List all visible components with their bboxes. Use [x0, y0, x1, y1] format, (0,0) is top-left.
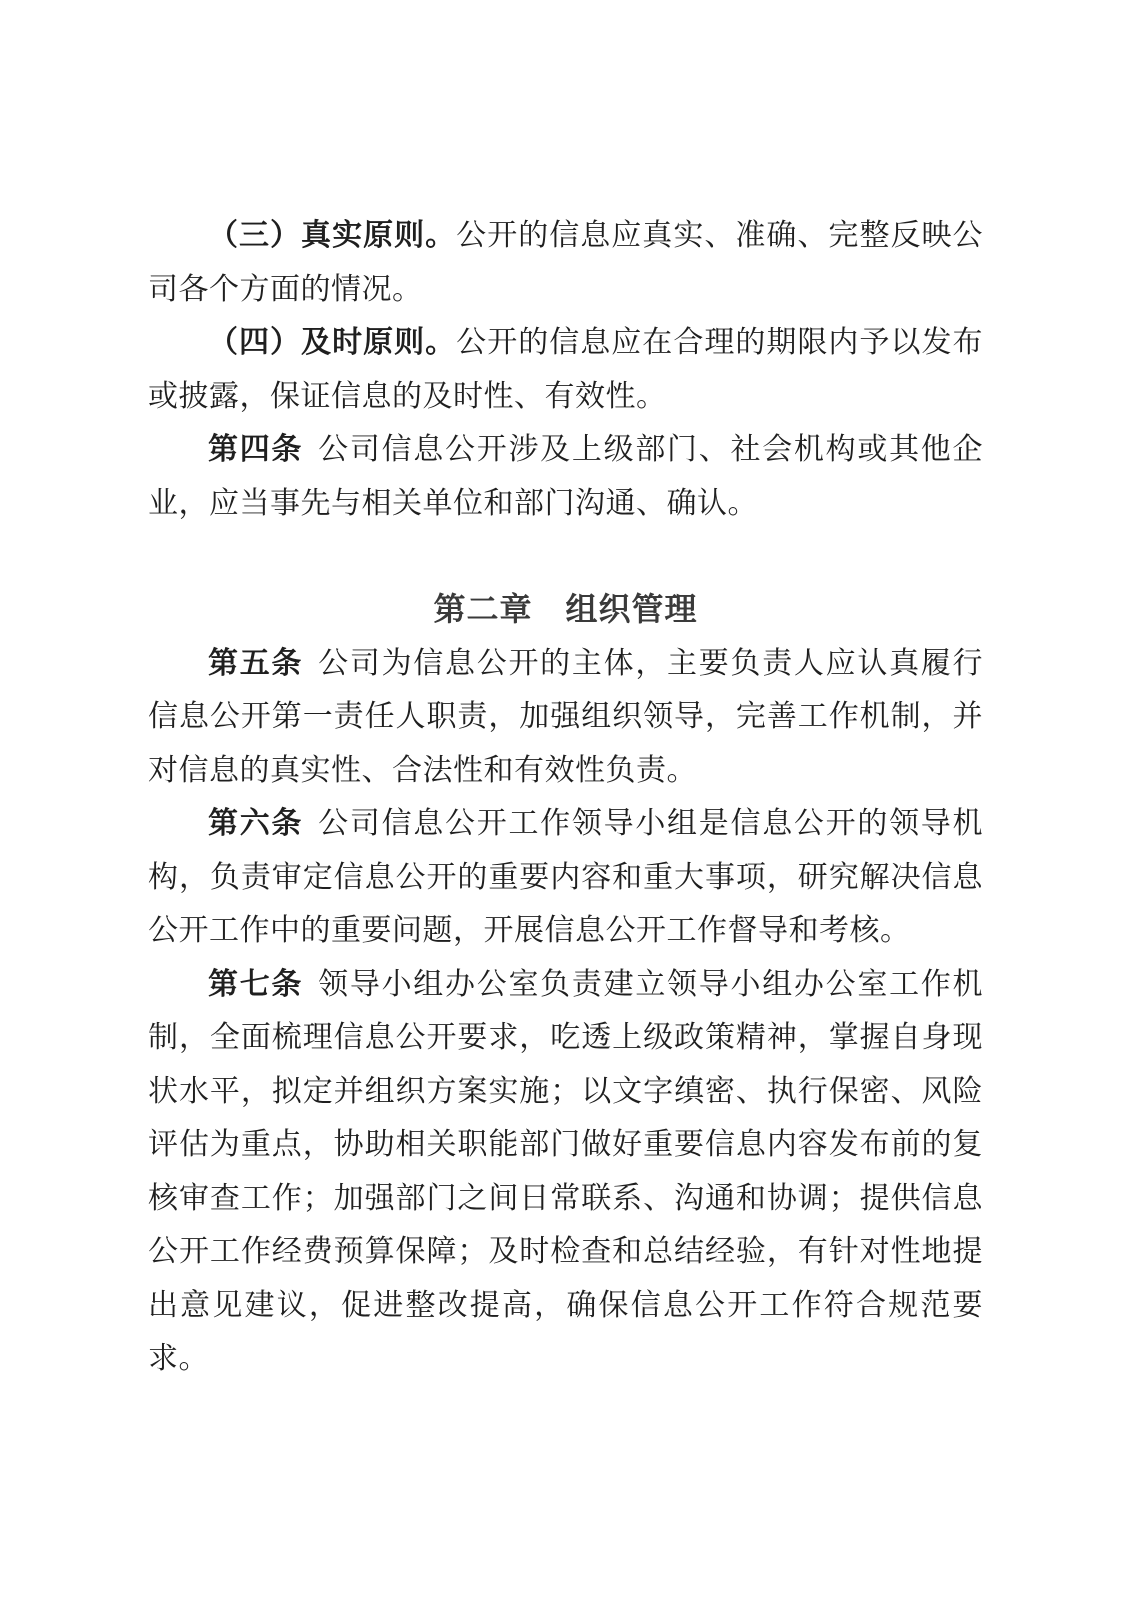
paragraph-lead-principle-4: （四）及时原则。: [208, 326, 457, 359]
paragraph-article-4: [148, 423, 983, 530]
paragraph-article-6: [148, 797, 983, 958]
paragraph-text-principle-3: 公开的信息应真实、准确、完整反映公司各个方面的情况。: [148, 219, 984, 306]
paragraph-text-article-7: 领导小组办公室负责建立领导小组办公室工作机制，全面梳理信息公开要求，吃透上级政策精神，掌握自身现状水平，拟定并组织方案实施；以文字缜密、执行保密、风险评估为重点，协助相关职能部门做好重要信息内容发布前的复核审查工作；加强部门之间日常联系、沟通和协调；提供信息公开工作经费预算保障；及时检查和总结经验，有针对性地提出意见建议，促进整改提高，确保信息公开工作符合规范要求。: [148, 967, 984, 1375]
paragraph-lead-article-6: 第六条: [208, 807, 304, 840]
paragraph-text-article-4: 公司信息公开涉及上级部门、社会机构或其他企业，应当事先与相关单位和部门沟通、确认。: [148, 433, 984, 520]
paragraph-principle-truthfulness: [148, 209, 983, 316]
paragraph-lead-article-5: 第五条: [208, 646, 304, 680]
paragraph-text-principle-4: 公开的信息应在合理的期限内予以发布或披露，保证信息的及时性、有效性。: [148, 326, 984, 413]
paragraph-lead-article-4: 第四条: [208, 433, 304, 466]
paragraph-article-7: [148, 958, 983, 1386]
chapter-heading: 第二章 组织管理: [433, 591, 698, 627]
paragraph-lead-article-7: 第七条: [208, 967, 304, 1001]
paragraph-principle-timeliness: [148, 316, 983, 423]
paragraph-lead-principle-3: （三）真实原则。: [208, 219, 457, 252]
paragraph-text-article-5: 公司为信息公开的主体，主要负责人应认真履行信息公开第一责任人职责，加强组织领导，完善工作机制，并对信息的真实性、合法性和有效性负责。: [148, 646, 984, 787]
paragraph-text-article-6: 公司信息公开工作领导小组是信息公开的领导机构，负责审定信息公开的重要内容和重大事项，研究解决信息公开工作中的重要问题，开展信息公开工作督导和考核。: [148, 807, 984, 947]
paragraph-article-5: [148, 637, 983, 798]
